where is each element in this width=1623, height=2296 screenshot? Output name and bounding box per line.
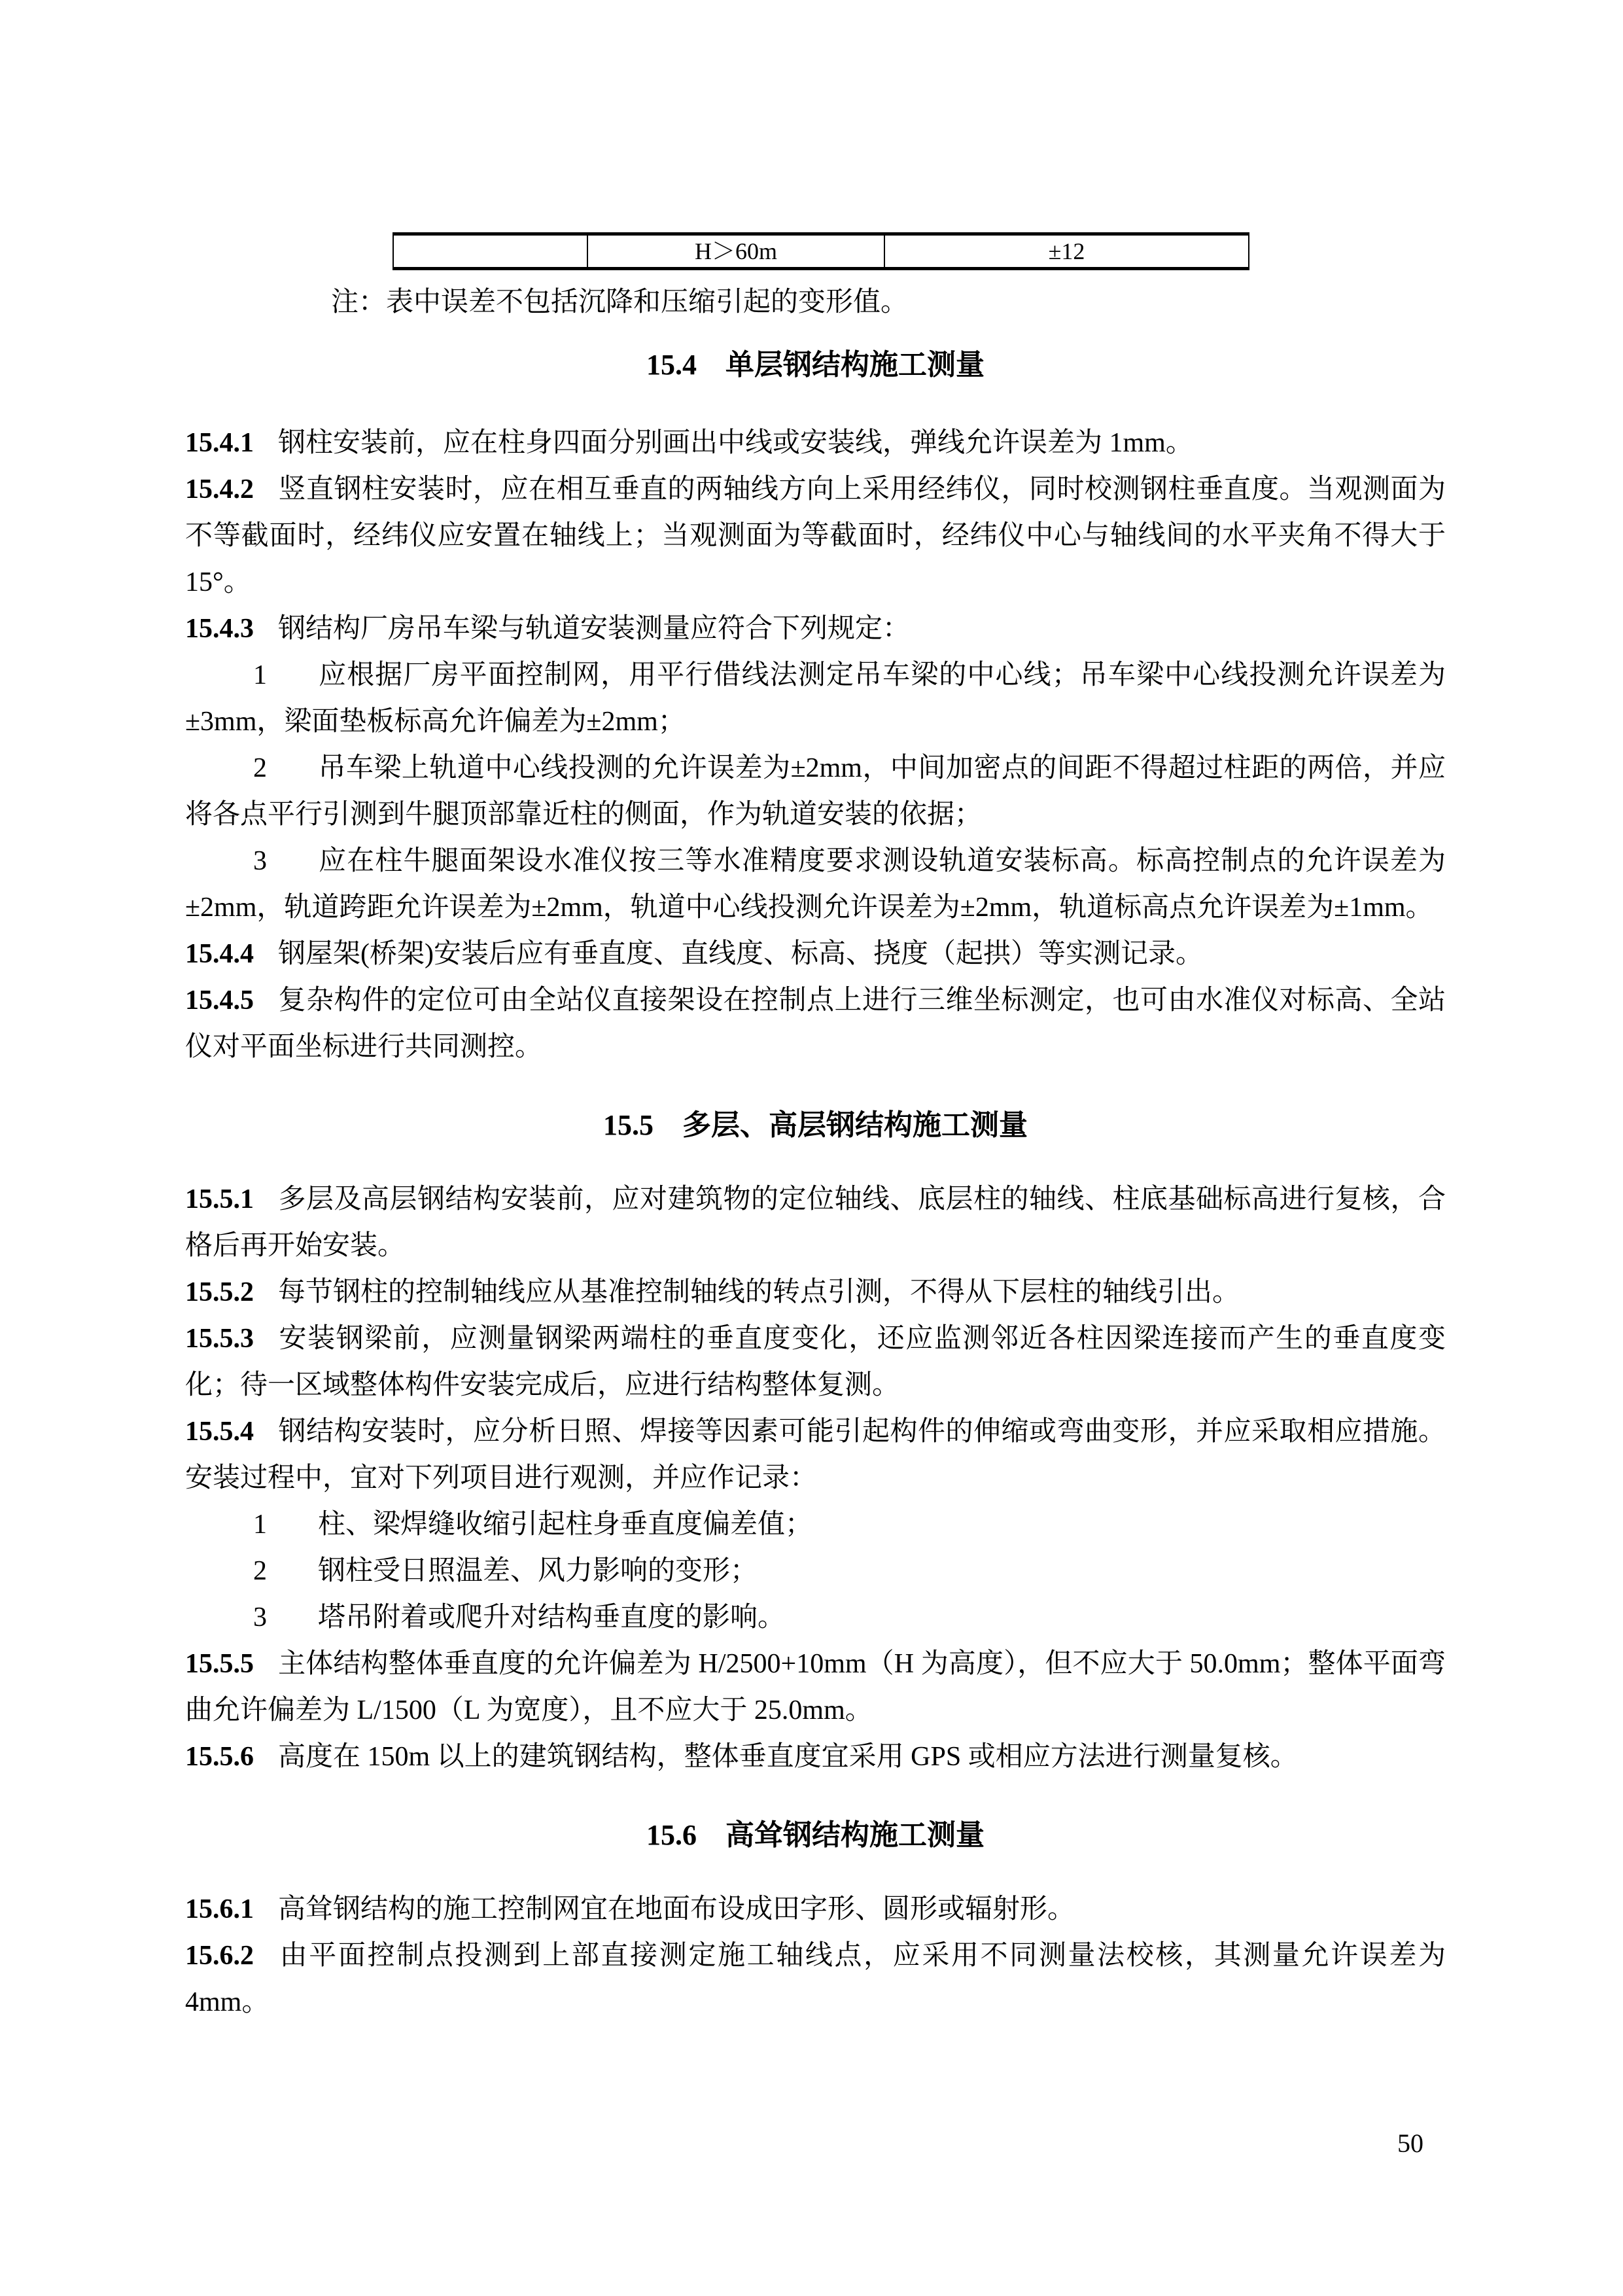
clause-text: 复杂构件的定位可由全站仪直接架设在控制点上进行三维坐标测定，也可由水准仪对标高、全站仪对平面坐标进行共同测控。 [185,985,1446,1062]
table-cell-condition: H＞60m [587,234,884,269]
clause-number: 15.5.2 [185,1277,254,1307]
item-number: 2 [253,753,267,783]
item-text: 应在柱牛腿面架设水准仪按三等水准精度要求测设轨道安装标高。标高控制点的允许误差为±2mm，轨道跨距允许误差为±2mm，轨道中心线投测允许误差为±2mm，轨道标高点允许误差为±1mm。 [185,846,1446,923]
clause-number: 15.6.1 [185,1894,254,1924]
item-text: 钢柱受日照温差、风力影响的变形； [318,1556,758,1586]
list-item-15-5-4-2 [185,1548,1446,1595]
clause-15-5-2 [185,1269,1446,1316]
clause-15-5-3 [185,1316,1446,1409]
clause-text: 高耸钢结构的施工控制网宜在地面布设成田字形、圆形或辐射形。 [278,1894,1075,1924]
clause-number: 15.4.4 [185,939,254,969]
page-content [185,232,1446,2026]
clause-number: 15.4.3 [185,614,254,644]
clause-text: 多层及高层钢结构安装前，应对建筑物的定位轴线、底层柱的轴线、柱底基础标高进行复核，合格后再开始安装。 [185,1184,1446,1261]
section-heading-15-6: 15.6 高耸钢结构施工测量 [646,1819,985,1851]
item-number: 3 [253,846,267,876]
item-text: 吊车梁上轨道中心线投测的允许误差为±2mm，中间加密点的间距不得超过柱距的两倍，并应将各点平行引测到牛腿顶部靠近柱的侧面，作为轨道安装的依据； [185,753,1446,830]
clause-number: 15.5.3 [185,1324,254,1354]
clause-number: 15.4.5 [185,985,254,1016]
clause-text: 主体结构整体垂直度的允许偏差为 H/2500+10mm（H 为高度），但不应大于 50.0mm；整体平面弯曲允许偏差为 L/1500（L 为宽度），且不应大于 25.0mm。 [185,1649,1446,1725]
clause-text: 钢屋架(桥架)安装后应有垂直度、直线度、标高、挠度（起拱）等实测记录。 [278,939,1203,969]
list-item-15-4-3-1 [185,652,1446,745]
clause-15-5-6 [185,1734,1446,1780]
clause-15-5-1 [185,1176,1446,1269]
clause-number: 15.5.4 [185,1417,254,1447]
item-text: 应根据厂房平面控制网，用平行借线法测定吊车梁的中心线；吊车梁中心线投测允许误差为±3mm，梁面垫板标高允许偏差为±2mm； [185,660,1446,737]
clause-text: 每节钢柱的控制轴线应从基准控制轴线的转点引测，不得从下层柱的轴线引出。 [278,1277,1240,1307]
section-heading-15-4: 15.4 单层钢结构施工测量 [646,349,985,381]
clause-number: 15.5.6 [185,1742,254,1772]
list-item-15-5-4-1 [185,1502,1446,1548]
list-item-15-5-4-3 [185,1595,1446,1641]
clause-15-4-2 [185,467,1446,606]
item-number: 1 [253,1510,267,1540]
clause-text: 钢结构厂房吊车梁与轨道安装测量应符合下列规定： [278,614,911,644]
table-cell-empty [393,234,587,269]
clause-number: 15.5.1 [185,1184,254,1214]
item-text: 柱、梁焊缝收缩引起柱身垂直度偏差值； [318,1510,813,1540]
clause-text: 竖直钢柱安装时，应在相互垂直的两轴线方向上采用经纬仪，同时校测钢柱垂直度。当观测面为不等截面时，经纬仪应安置在轴线上；当观测面为等截面时，经纬仪中心与轴线间的水平夹角不得大于 15°。 [185,474,1446,597]
clause-text: 钢柱安装前，应在柱身四面分别画出中线或安装线，弹线允许误差为 1mm。 [278,428,1193,458]
table-row [393,234,1249,269]
clause-text: 高度在 150m 以上的建筑钢结构，整体垂直度宜采用 GPS 或相应方法进行测量复核。 [278,1742,1298,1772]
item-number: 3 [253,1602,267,1633]
item-text: 塔吊附着或爬升对结构垂直度的影响。 [318,1602,786,1633]
clause-15-4-3 [185,606,1446,652]
item-number: 2 [253,1556,267,1586]
table-cell-value: ±12 [884,234,1249,269]
clause-15-5-5 [185,1641,1446,1734]
clause-number: 15.4.2 [185,474,254,504]
clause-15-5-4 [185,1409,1446,1502]
clause-15-4-5 [185,978,1446,1070]
clause-text: 由平面控制点投测到上部直接测定施工轴线点，应采用不同测量法校核，其测量允许误差为 4mm。 [185,1941,1446,2017]
table-note: 注：表中误差不包括沉降和压缩引起的变形值。 [331,287,909,317]
clause-text: 安装钢梁前，应测量钢梁两端柱的垂直度变化，还应监测邻近各柱因梁连接而产生的垂直度变化；待一区域整体构件安装完成后，应进行结构整体复测。 [185,1324,1446,1400]
clause-15-4-1 [185,420,1446,467]
clause-text: 钢结构安装时，应分析日照、焊接等因素可能引起构件的伸缩或弯曲变形，并应采取相应措施。安装过程中，宜对下列项目进行观测，并应作记录： [185,1417,1446,1493]
clause-15-6-1 [185,1886,1446,1933]
page-number: 50 [1397,2128,1423,2158]
clause-number: 15.5.5 [185,1649,254,1679]
clause-15-6-2 [185,1933,1446,2026]
clause-number: 15.6.2 [185,1941,254,1971]
clause-number: 15.4.1 [185,428,254,458]
tolerance-table-fragment [393,232,1249,270]
list-item-15-4-3-3 [185,838,1446,931]
list-item-15-4-3-2 [185,745,1446,838]
section-heading-15-5: 15.5 多层、高层钢结构施工测量 [603,1109,1028,1141]
item-number: 1 [253,660,267,690]
clause-15-4-4 [185,931,1446,978]
